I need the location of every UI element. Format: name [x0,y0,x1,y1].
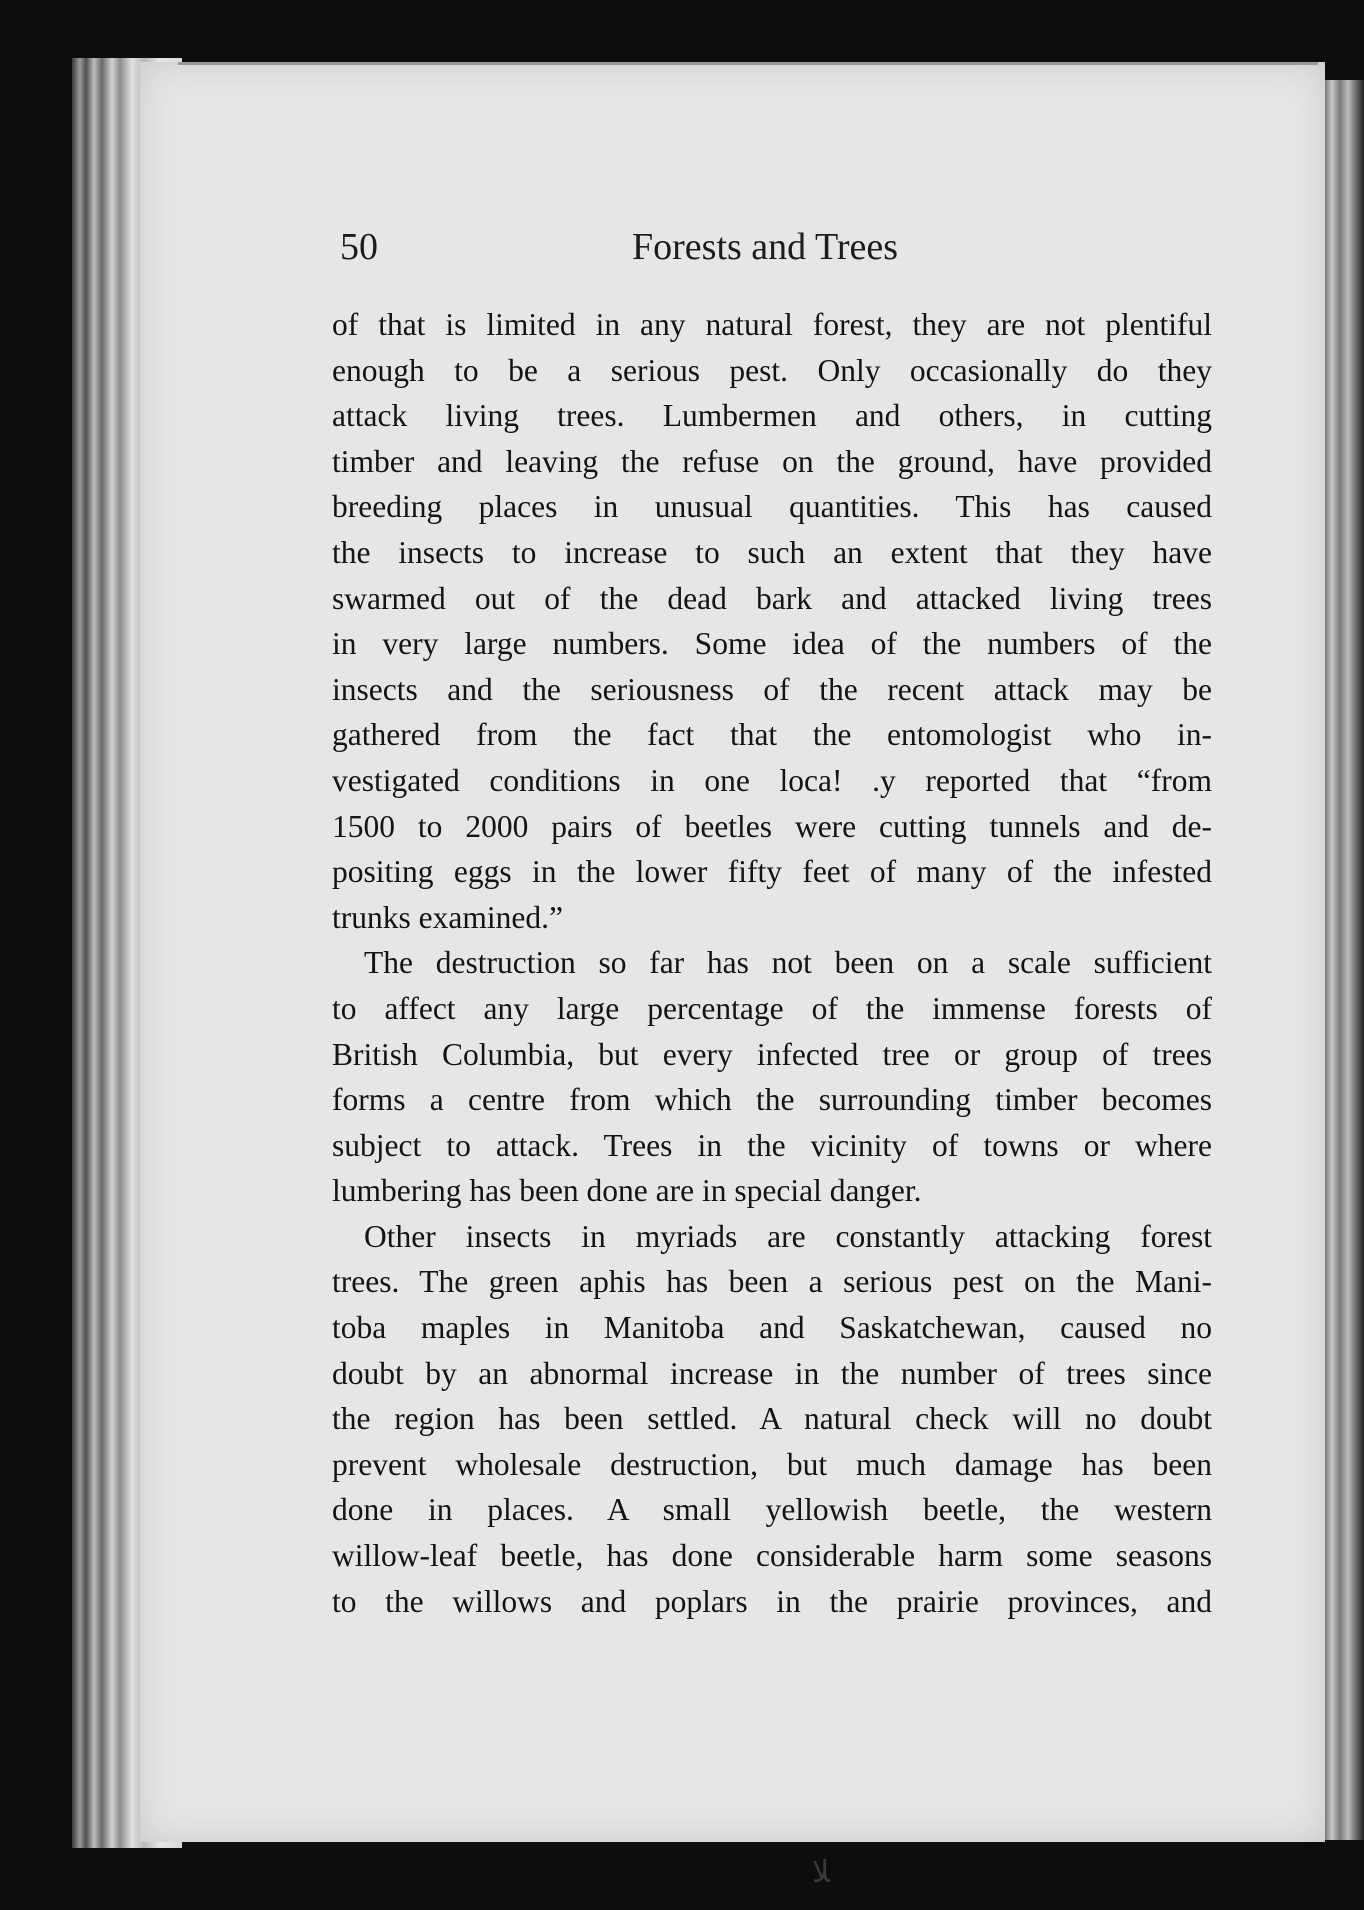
text-line: in very large numbers. Some idea of the numbers of the [332,626,1212,662]
text-line: The destruction so far has not been on a scale sufficient [364,945,1212,981]
text-line: vestigated conditions in one loca! .y reported that “from [332,762,1212,798]
text-line: insects and the seriousness of the recent attack may be [332,671,1212,707]
text-line: attack living trees. Lumbermen and others, in cutting [332,398,1212,434]
text-line: toba maples in Manitoba and Saskatchewan, caused no [332,1310,1212,1346]
text-line: breeding places in unusual quantities. This has caused [332,489,1212,525]
text-line: Other insects in myriads are constantly attacking forest [364,1218,1212,1254]
text-line: the region has been settled. A natural check will no doubt [332,1401,1212,1437]
text-line: swarmed out of the dead bark and attacked living trees [332,580,1212,616]
text-line: enough to be a serious pest. Only occasionally do they [332,352,1212,388]
page-top-edge [178,62,1318,65]
text-line: of that is limited in any natural forest, they are not plentiful [332,307,1212,342]
text-line: forms a centre from which the surrounding timber becomes [332,1082,1212,1118]
text-line: gathered from the fact that the entomologist who in- [332,717,1212,753]
text-line: the insects to increase to such an extent that they have [332,534,1212,570]
text-line: to the willows and poplars in the prairie provinces, and [332,1583,1212,1619]
page-title: Forests and Trees [632,226,899,268]
text-line: lumbering has been done are in special danger. [332,1173,922,1209]
text-line: done in places. A small yellowish beetle, the western [332,1492,1212,1528]
running-head [340,225,980,275]
text-line: British Columbia, but every infected tree or group of trees [332,1036,1212,1072]
page-number: 50 [340,226,378,268]
text-line: trunks examined.” [332,899,563,935]
text-line: subject to attack. Trees in the vicinity of towns or where [332,1127,1212,1163]
text-line: to affect any large percentage of the immense forests of [332,990,1212,1026]
scan-mark: ﻼ [812,1855,830,1890]
body-text [332,302,1212,1624]
text-line: willow-leaf beetle, has done considerable harm some seasons [332,1538,1212,1574]
paragraph-1 [332,302,1212,940]
text-line: prevent wholesale destruction, but much damage has been [332,1446,1212,1482]
text-line: 1500 to 2000 pairs of beetles were cutting tunnels and de- [332,808,1212,844]
text-line: trees. The green aphis has been a serious pest on the Mani- [332,1264,1212,1300]
text-line: timber and leaving the refuse on the ground, have provided [332,443,1212,479]
paragraph-3 [332,1214,1212,1624]
paragraph-2 [332,940,1212,1214]
text-line: doubt by an abnormal increase in the number of trees since [332,1355,1212,1391]
text-line: positing eggs in the lower fifty feet of many of the infested [332,854,1212,890]
